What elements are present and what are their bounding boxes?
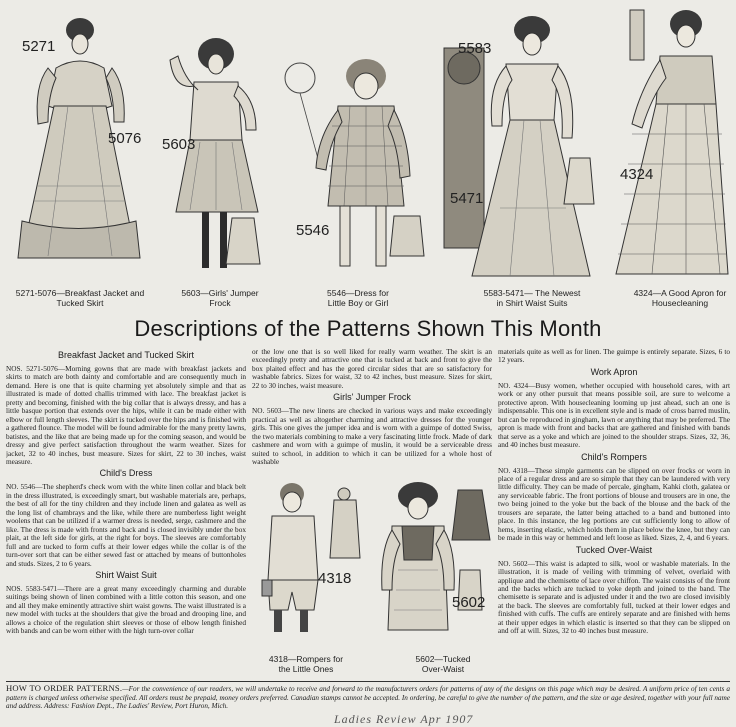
page-title: Descriptions of the Patterns Shown This Month xyxy=(134,316,602,341)
column-1 xyxy=(6,348,246,670)
heading-jumper-frock: Girls' Jumper Frock xyxy=(333,392,411,403)
figure-child-dress xyxy=(280,56,430,286)
figure-rompers xyxy=(256,480,368,650)
heading-childs-rompers: Child's Rompers xyxy=(581,451,647,462)
how-to-order xyxy=(6,684,730,711)
heading-childs-dress: Child's Dress xyxy=(99,468,153,479)
how-to-order-heading: HOW TO ORDER PATTERNS. xyxy=(6,683,123,693)
text-breakfast-jacket: NOS. 5271-5076—Morning gowns that are made with breakfast jackets and skirts to match are both dainty and comfortable and are consequently much in demand. Here is one that is quite charming yet absolutely simple and that as illustrated is made of dotted challis trimmed with lace. The breakfast jacket is pretty and becoming, finished with the big collar that is always dressy, and has a little basque portion that extends over the hips, while it can be made either with elbow or full length sleeves. The skirt is tucked over the hips and is finished with a gathered flounce. The model will be found admirable for the many pretty lawns, batistes, and the like that are being made up for the coming season, and would be dressy and give perfect satisfaction throughout the warm weather. Sizes for jacket, 32 to 40 inches, bust measure. Sizes for skirt, 22 to 30 inches, waist measure. xyxy=(6,364,246,466)
text-jumper-frock: NO. 5603—The new linens are checked in various ways and make exceedingly practical as well as altogether charming and attractive dresses for the younger girls. This one gives the jumper idea and is worn with a guimpe of dotted Swiss, the two materials combining to make a very fascinating little frock. Made of dark cashmere and worn with a guimpe of muslin, it would be a serviceable dress suited to school, in addition to which it can be utilized for a whole host of washable xyxy=(252,406,492,466)
pattern-number-5583: 5583 xyxy=(458,40,492,57)
heading-shirt-waist-suit: Shirt Waist Suit xyxy=(95,569,157,580)
text-shirt-waist-continued: or the low one that is so well liked for really warm weather. The skirt is an exceedingly pretty and attractive one that is tucked at back and front to give the box plaited effect and has the gored circular sides that are so satisfactory for washable fabrics. Sizes for waist, 32 to 42 inches, bust measure. Sizes for skirt, 22 to 30 inches, waist measure. xyxy=(252,348,492,390)
footer-rule xyxy=(6,681,730,682)
heading-breakfast-jacket: Breakfast Jacket and Tucked Skirt xyxy=(57,350,195,360)
pattern-number-5602: 5602 xyxy=(452,594,486,611)
column-2 xyxy=(252,348,492,482)
text-jumper-continued: materials quite as well as for linen. The guimpe is entirely separate. Sizes, 6 to 12 years. xyxy=(498,348,730,365)
heading-over-waist: Tucked Over-Waist xyxy=(575,544,653,555)
how-to-order-text: —For the convenience of our readers, we will undertake to receive and forward to the manufacturers orders for patterns of any of the designs on this page which may be desired. A uniform price of ten cents a pattern is charged unless otherwise specified. All orders must be prepaid, money orders preferred. Canadian stamps cannot be accepted. In ordering, be careful to give the number of the pattern, and the size or age desired, together with your full name and address. Address: Fashion Dept., The Ladies' Review, Port Huron, Mich. xyxy=(6,685,730,711)
caption-5546: 5546—Dress for Little Boy or Girl xyxy=(327,288,389,308)
text-over-waist: NO. 5602—This waist is adapted to silk, wool or washable materials. In the illustration, it is made of veiling with trimming of velvet, overlaid with applique and the chemisette of lace over chiffon. The waist consists of the front and the backs which are tucked to yoke depth and joined to the band. The chemisette is separate and is adjusted under it and the two are closed invisibly at the back. The sleeves are comfortably full, tucked at their lower edges and finished with cuffs. The cuffs are entirely separate and are finished with hems at their upper edges in which elastic is inserted so that they can be slipped on and off at will. Sizes, 32 to 40 inches bust measure. xyxy=(498,558,730,636)
handwritten-annotation: Ladies Review Apr 1907 xyxy=(334,712,474,726)
column-3 xyxy=(498,348,730,670)
pattern-number-4318: 4318 xyxy=(318,570,352,587)
figure-work-apron xyxy=(612,4,730,284)
caption-4324: 4324—A Good Apron for Housecleaning xyxy=(633,288,727,308)
pattern-number-5076: 5076 xyxy=(108,130,142,147)
text-childs-rompers: NO. 4318—These simple garments can be slipped on over frocks or worn in place of a regular dress and are so simple that they can be laundered with very little difficulty. They can be made of percale, gingham, Kahki cloth, galatea or any serviceable fabric. The front portions of blouse and trousers are in one, the two being joined to the yoke but the back of the blouse and the back of the trousers are separate, the latter being attached to a band and buttoned into place. In this instance, the leg portions are cut sufficiently long to allow of hems, inserting elastic, which holds them in place below the knee, but they can be made in this way or hemmed and left loose as liked. Sizes, 2, 4, and 6 years. xyxy=(498,465,730,543)
caption-5583-5471: 5583-5471— The Newest in Shirt Waist Suits xyxy=(483,288,581,308)
caption-4318: 4318—Rompers for the Little Ones xyxy=(268,654,344,674)
text-childs-dress: NO. 5546—The shepherd's check worn with the white linen collar and black belt in the dress illustrated, is exceedingly smart, but washable materials are, perhaps, the best of all for the tiny children and they include linen and galatea as well as the long list of chambrays and the like, while there are numberless light weight woolens that can be utilized if a warmer dress is needed, serge, cashmere and the like. The dress is made with fronts and back and is closed invisibly under the box plait, at the left side for girls, at the right for boys. The sleeves are comfortably full and are tucked to form cuffs at their lower edges while the collar is of the turn-over sort that can be either sewed fast or attached by means of buttonholes and studs. Sizes, 2 to 6 years. xyxy=(6,482,246,568)
caption-5271-5076: 5271-5076—Breakfast Jacket and Tucked Skirt xyxy=(15,288,145,308)
text-work-apron: NO. 4324—Busy women, whether occupied with household cares, with art work or any other pursuit that means possible soil, are sure to welcome a protective apron. With housecleaning looming up just ahead, such an one is indispensable. This one is in excellent style and is made of cross barred muslin, but can be reproduced in gingham, lawn or anything that may be preferred. The apron is made with front and backs that are gathered and finished with bands that serve as a yoke and which are joined to the shoulder straps. Sizes, 32, 36, and 40 inches bust measure. xyxy=(498,380,730,450)
caption-5602: 5602—Tucked Over-Waist xyxy=(415,654,471,674)
pattern-number-5471: 5471 xyxy=(450,190,484,207)
figure-over-waist xyxy=(378,480,494,650)
pattern-number-5603: 5603 xyxy=(162,136,196,153)
caption-5603: 5603—Girls' Jumper Frock xyxy=(181,288,259,308)
text-shirt-waist-suit: NOS. 5583-5471—There are a great many exceedingly charming and durable suitings being shown of linen combined with a little cotton this season, and one and all they make eminently attractive shirt waist gowns. The waist illustrated is a new model with tucks at the shoulders that give the broad and drooping line, and allows a choice of the regulation shirt sleeves or those of elbow length finished with bands and can be worn either with the high turn-over collar xyxy=(6,583,246,636)
pattern-number-5546: 5546 xyxy=(296,222,330,239)
figure-jumper-frock xyxy=(160,30,270,288)
heading-work-apron: Work Apron xyxy=(590,366,638,377)
pattern-number-4324: 4324 xyxy=(620,166,654,183)
pattern-number-5271: 5271 xyxy=(22,38,56,55)
